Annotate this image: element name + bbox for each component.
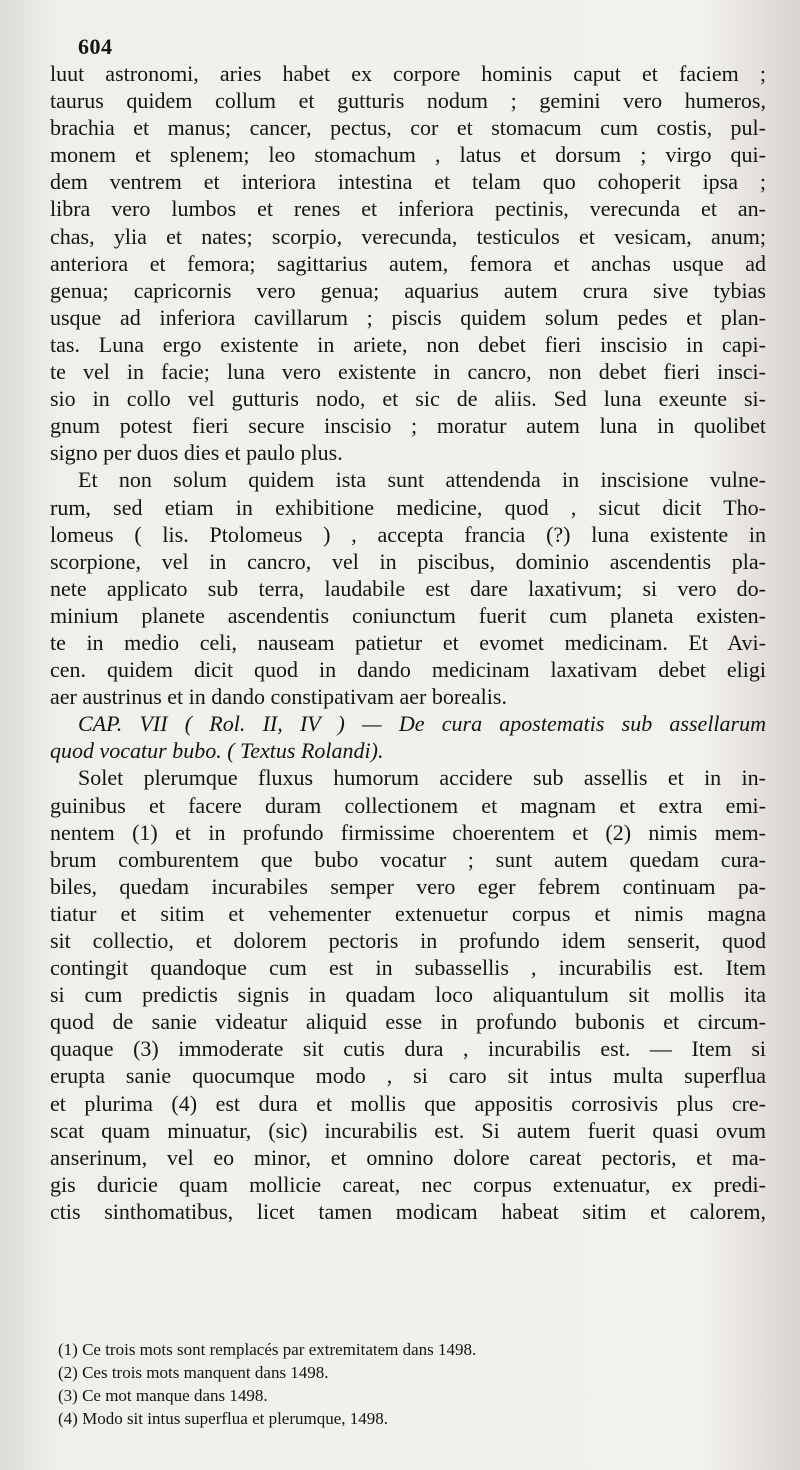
text-line: lomeus ( lis. Ptolomeus ) , accepta francia (?) luna existente in (50, 521, 766, 547)
text-line: sit collectio, et dolorem pectoris in profundo idem senserit, quod (50, 928, 766, 953)
text-line: signo per duos dies et paulo plus. (50, 440, 343, 466)
footnote: (1) Ce trois mots sont remplacés par extremitatem dans 1498. (58, 1340, 477, 1359)
text-line: minium planete ascendentis coniunctum fuerit cum planeta existen- (50, 602, 766, 628)
text-line: anteriora et femora; sagittarius autem, femora et anchas usque ad (50, 250, 766, 276)
text-line: luut astronomi, aries habet ex corpore hominis caput et faciem ; (50, 61, 766, 86)
text-line: chas, ylia et nates; scorpio, verecunda, testiculos et vesicam, anum; (50, 223, 766, 249)
page-number: 604 (78, 34, 113, 59)
text-line: sio in collo vel gutturis nodo, et sic de aliis. Sed luna exeunte si- (50, 386, 766, 412)
text-line: si cum predictis signis in quadam loco aliquantulum sit mollis ita (50, 982, 766, 1008)
text-line: quaque (3) immoderate sit cutis dura , incurabilis est. — Item si (50, 1036, 766, 1062)
text-line: gnum potest fieri secure inscisio ; moratur autem luna in quolibet (50, 413, 766, 439)
text-line: Et non solum quidem ista sunt attendenda in inscisione vulne- (78, 467, 766, 493)
text-line: nete applicato sub terra, laudabile est dare laxativum; si vero do- (50, 575, 766, 601)
text-line: gis duricie quam mollicie careat, nec corpus extenuatur, ex predi- (50, 1171, 766, 1197)
text-line: scorpione, vel in cancro, vel in piscibus, dominio ascendentis pla- (50, 548, 766, 574)
text-line: libra vero lumbos et renes et inferiora pectinis, verecunda et an- (50, 196, 766, 222)
text-line: usque ad inferiora cavillarum ; piscis quidem solum pedes et plan- (50, 304, 766, 330)
footnotes (58, 1338, 698, 1430)
text-line: anserinum, vel eo minor, et omnino dolore careat pectoris, et ma- (50, 1144, 766, 1170)
body-text (50, 60, 766, 1225)
text-line: genua; capricornis vero genua; aquarius autem crura sive tybias (50, 277, 766, 303)
text-line: taurus quidem collum et gutturis nodum ; gemini vero humeros, (50, 88, 766, 114)
text-line: aer austrinus et in dando constipativam aer borealis. (50, 684, 507, 710)
text-line: brachia et manus; cancer, pectus, cor et stomacum cum costis, pul- (50, 115, 766, 141)
footnote: (2) Ces trois mots manquent dans 1498. (58, 1363, 329, 1382)
text-line: quod de sanie videatur aliquid esse in profundo bubonis et circum- (50, 1009, 766, 1035)
text-line: erupta sanie quocumque modo , si caro sit intus multa superflua (50, 1063, 766, 1089)
text-line: biles, quedam incurabiles semper vero eger febrem continuam pa- (50, 873, 766, 899)
text-line: cen. quidem dicit quod in dando medicinam laxativam debet eligi (50, 657, 766, 683)
footnote: (3) Ce mot manque dans 1498. (58, 1386, 268, 1405)
text-line: Solet plerumque fluxus humorum accidere sub assellis et in in- (78, 765, 766, 791)
footnote: (4) Modo sit intus superflua et plerumque, 1498. (58, 1409, 389, 1428)
text-line: ctis sinthomatibus, licet tamen modicam habeat sitim et calorem, (50, 1198, 766, 1224)
text-line: te in medio celi, nauseam patietur et evomet medicinam. Et Avi- (50, 629, 766, 655)
chapter-heading: CAP. VII ( Rol. II, IV ) — De cura apostematis sub assellarum (78, 711, 766, 737)
text-line: monem et splenem; leo stomachum , latus et dorsum ; virgo qui- (50, 142, 766, 168)
text-line: rum, sed etiam in exhibitione medicine, quod , sicut dicit Tho- (50, 494, 766, 520)
text-line: te vel in facie; luna vero existente in cancro, non debet fieri insci- (50, 359, 766, 385)
text-line: tas. Luna ergo existente in ariete, non debet fieri inscisio in capi- (50, 331, 766, 357)
chapter-heading: quod vocatur bubo. ( Textus Rolandi). (50, 738, 384, 764)
text-line: et plurima (4) est dura et mollis que appositis corrosivis plus cre- (50, 1090, 766, 1116)
text-line: tiatur et sitim et vehementer extenuetur corpus et nimis magna (50, 900, 766, 926)
text-line: nentem (1) et in profundo firmissime choerentem et (2) nimis mem- (50, 819, 766, 845)
text-line: scat quam minuatur, (sic) incurabilis est. Si autem fuerit quasi ovum (50, 1117, 766, 1143)
text-line: guinibus et facere duram collectionem et magnam et extra emi- (50, 792, 766, 818)
text-line: brum comburentem que bubo vocatur ; sunt autem quedam cura- (50, 846, 766, 872)
text-line: contingit quandoque cum est in subassellis , incurabilis est. Item (50, 955, 766, 981)
text-line: dem ventrem et interiora intestina et telam quo cohoperit ipsa ; (50, 169, 766, 195)
